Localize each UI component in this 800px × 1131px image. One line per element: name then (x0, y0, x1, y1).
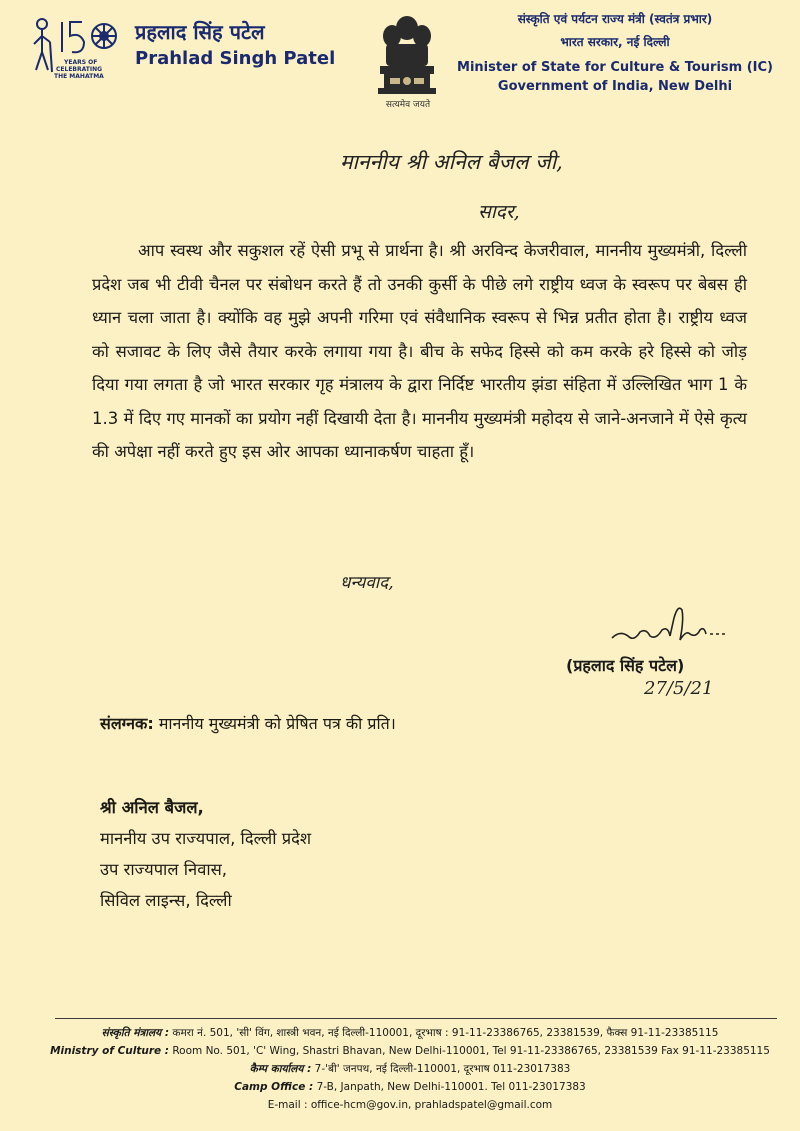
footer-email[interactable]: E-mail : office-hcm@gov.in, prahladspatel@gmail.com (267, 1099, 553, 1111)
signatory-name: (प्रहलाद सिंह पटेल) (566, 656, 685, 675)
government-english: Government of India, New Delhi (497, 79, 733, 94)
footer-line-1: संस्कृति मंत्रालय : कमरा नं. 501, 'सी' विंग, शास्त्री भवन, नई दिल्ली-110001, दूरभाष : 91-11-23386765, 23381539, फैक्स 91-11-23385115 (101, 1027, 719, 1039)
state-emblem-icon (372, 8, 442, 100)
enclosure-label: संलग्नक: (100, 714, 154, 733)
minister-name-english: Prahlad Singh Patel (135, 48, 336, 69)
svg-text:THE MAHATMA: THE MAHATMA (54, 73, 104, 80)
government-hindi: भारत सरकार, नई दिल्ली (560, 35, 670, 49)
recipient-name: श्री अनिल बैजल, (100, 798, 204, 817)
minister-name-hindi: प्रहलाद सिंह पटेल (135, 20, 265, 44)
gandhi-150-logo (30, 12, 122, 82)
salutation: माननीय श्री अनिल बैजल जी, (340, 150, 563, 174)
greeting: सादर, (478, 201, 520, 223)
footer-line-2: Ministry of Culture : Room No. 501, 'C' Wing, Shastri Bhavan, New Delhi-110001, Tel 91-11-23386765, 23381539 Fax 91-11-23385115 (50, 1045, 770, 1057)
recipient-line-3: सिविल लाइन्स, दिल्ली (100, 891, 232, 910)
minister-designation-block (450, 10, 780, 94)
svg-text:YEARS OF: YEARS OF (64, 59, 98, 66)
footer-line-4: Camp Office : 7-B, Janpath, New Delhi-110001. Tel 011-23017383 (234, 1081, 586, 1093)
letter-body: आप स्वस्थ और सकुशल रहें ऐसी प्रभू से प्रार्थना है। श्री अरविन्द केजरीवाल, माननीय मुख्यमंत्री, दिल्ली प्रदेश जब भी टीवी चैनल पर संबोधन करते हैं तो उनकी कुर्सी के पीछे लगे राष्ट्रीय ध्वज के स्वरूप पर बेबस ही ध्यान चला जाता है। क्योंकि वह मुझे अपनी गरिमा एवं संवैधानिक स्वरूप से भिन्न प्रतीत होता है। राष्ट्रीय ध्वज को सजावट के लिए जैसे तैयार करके लगाया गया है। बीच के सफेद हिस्से को कम करके हरे हिस्से को जोड़ दिया गया लगता है जो भारत सरकार गृह मंत्रालय के द्वारा निर्दिष्ट भारतीय झंडा संहिता में उल्लिखित भाग 1 के 1.3 में दिए गए मानकों का प्रयोग नहीं दिखायी देता है। माननीय मुख्यमंत्री महोदय से जाने-अनजाने में ऐसे कृत्य की अपेक्षा नहीं करते हुए इस ओर आपका ध्यानाकर्षण चाहता हूँ। (92, 241, 747, 461)
footer-contact (40, 1024, 780, 1114)
enclosure-text: माननीय मुख्यमंत्री को प्रेषित पत्र की प्रति। (153, 714, 396, 733)
recipient-address (100, 792, 311, 916)
enclosure-note (100, 712, 396, 734)
designation-hindi: संस्कृति एवं पर्यटन राज्य मंत्री (स्वतंत्र प्रभार) (517, 12, 713, 26)
footer-line-3: कैम्प कार्यालय : 7-'बी' जनपथ, नई दिल्ली-110001, दूरभाष 011-23017383 (249, 1063, 571, 1075)
designation-english: Minister of State for Culture & Tourism (IC) (457, 60, 773, 75)
footer-divider (55, 1018, 777, 1019)
handwritten-signature (610, 600, 740, 650)
recipient-line-1: माननीय उप राज्यपाल, दिल्ली प्रदेश (100, 829, 312, 848)
closing: धन्यवाद, (340, 573, 394, 593)
signature-date: 27/5/21 (644, 678, 714, 699)
recipient-line-2: उप राज्यपाल निवास, (100, 860, 228, 879)
svg-text:CELEBRATING: CELEBRATING (56, 66, 103, 73)
emblem-motto: सत्यमेव जयते (385, 100, 431, 110)
